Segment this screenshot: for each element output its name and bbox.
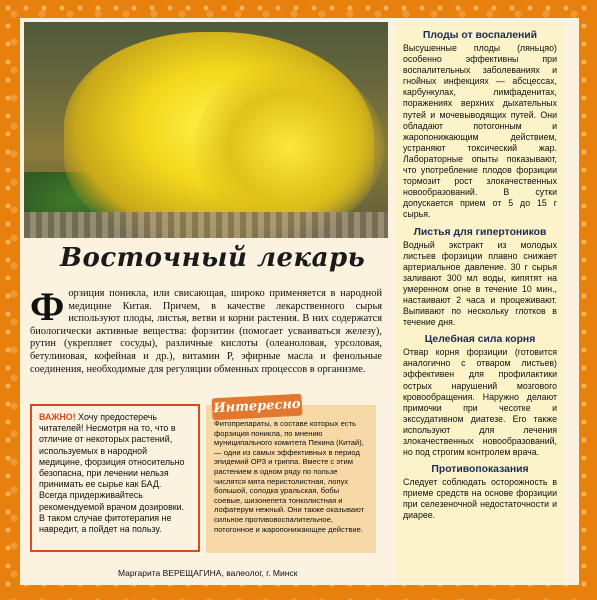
interest-tag: Интересно [211, 394, 302, 421]
sidebar-heading: Целебная сила корня [424, 334, 536, 346]
drop-cap: Ф [30, 284, 65, 329]
interest-text: Фитопрепараты, в составе которых есть форзиция поникла, по мнению муниципального комитета Пекина (Китай), — одни из самых эффективных в период эпидемий ОРЗ и гриппа. Вместе с этим растением в одном ряду по пользе числятся мята перистолистная, лопух большой, солодка уральская, бобы соевые, шизонепета тонколистная и лофатерум нежный. Они также оказывают сильное противовоспалительное, потогонное и жаропонижающее действие. [214, 419, 365, 534]
sidebar-text: Отвар корня форзиции (готовится аналогично с отваром листьев) эффективен для профилактики острых нарушений мозгового кровообращения. Наружно делают примочки при чесотке и экссудативном диатезе. Его также используют для лечения злокачественных новообразований, но под строгим контролем врача. [403, 347, 557, 458]
warning-text: Хочу предостеречь читателей! Несмотря на то, что в отличие от некоторых растений, используемых в народной медицине, форзиция относительно безопасна, при лечении нельзя принимать ее сырье как БАД. Всегда придерживайтесь рекомендуемой врачом дозировки. В таком случае фитотерапия не навредит, а пойдет на пользу. [39, 412, 185, 535]
warning-label: ВАЖНО! [39, 412, 76, 422]
sidebar-heading: Листья для гипертоников [413, 226, 547, 238]
sidebar-text: Высушенные плоды (ляньцяо) особенно эффективны при воспалительных заболеваниях и гнойных инфекциях — абсцессах, карбункулах, лимфаденитах, поражениях верхних дыхательных путей и мочевыводящих путей. Они обладают потогонным и жаропонижающим действием, устраняют токсический жар. Лабораторные опыты показывают, что употребление плодов форзиции тормозит рост злокачественных новообразований. В сутки допускается прием от 5 до 15 г сырья. [403, 43, 557, 220]
sidebar [396, 22, 564, 582]
photo-bush-highlight [194, 62, 384, 232]
sidebar-heading: Противопоказания [431, 464, 529, 476]
sidebar-text: Следует соблюдать осторожность в приеме средств на основе форзиции при селезеночной недостаточности и диарее. [403, 477, 557, 521]
forsythia-photo [24, 22, 388, 238]
lead-text: орзиция поникла, или свисающая, широко применяется в народной медицине Китая. Причем, в качестве лекарственного сырья используют плоды, листья, ветви и корни растения. В них содержатся биологически активные вещества: форзитин (помогает усваиваться железу), рутин (укрепляет сосуды), различные кислоты (олеаноловая, урсоловая, бетулиновая, кофейная и др.), витамин Р, эфирные масла и фенольные соединения, необходимые для регуляции обменных процессов в организме. [30, 288, 382, 375]
sidebar-text: Водный экстракт из молодых листьев форзиции плавно снижает артериальное давление. 30 г сырья заливают 300 мл воды, кипятят на умеренном огне в течение 10 мин., настаивают 2 часа и процеживают. Выпивают по нескольку глотков в течение дня. [403, 239, 557, 328]
article-headline: Восточный лекарь [60, 243, 366, 273]
byline: Маргарита ВЕРЕЩАГИНА, валеолог, г. Минск [118, 568, 298, 578]
warning-box [30, 404, 200, 552]
lead-paragraph [30, 284, 382, 376]
photo-fence [24, 212, 388, 238]
sidebar-heading: Плоды от воспалений [422, 30, 538, 41]
interest-box [206, 405, 376, 553]
